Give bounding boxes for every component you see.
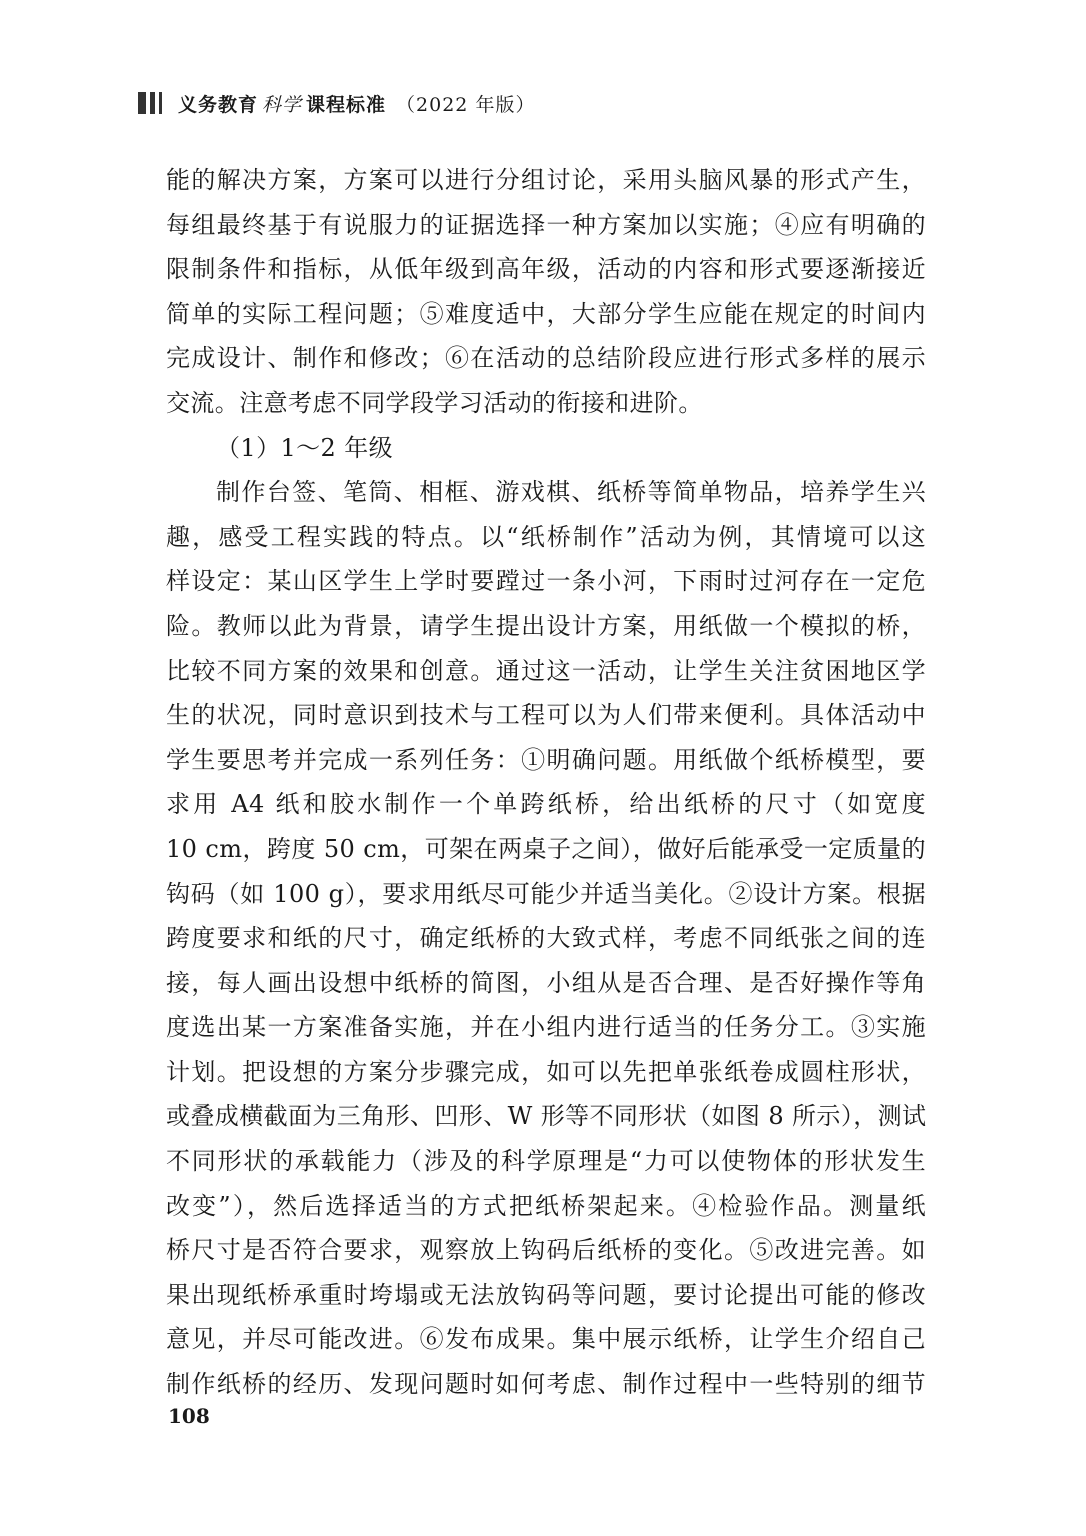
header-bar-icon bbox=[138, 92, 166, 114]
text-line: 度选出某一方案准备实施，并在小组内进行适当的任务分工。③实施 bbox=[166, 1013, 926, 1042]
header-title-italic: 科学 bbox=[262, 93, 303, 116]
text-line: 跨度要求和纸的尺寸，确定纸桥的大致式样，考虑不同纸张之间的连 bbox=[166, 924, 926, 953]
text-line: 险。教师以此为背景，请学生提出设计方案，用纸做一个模拟的桥， bbox=[166, 611, 926, 640]
text-line: 限制条件和指标，从低年级到高年级，活动的内容和形式要逐渐接近 bbox=[166, 255, 926, 284]
text-line: 果出现纸桥承重时垮塌或无法放钩码等问题，要讨论提出可能的修改 bbox=[166, 1280, 926, 1309]
text-line: 制作台签、笔筒、相框、游戏棋、纸桥等简单物品，培养学生兴 bbox=[216, 478, 926, 507]
text-line: 简单的实际工程问题；⑤难度适中，大部分学生应能在规定的时间内 bbox=[166, 299, 926, 328]
text-line: 计划。把设想的方案分步骤完成，如可以先把单张纸卷成圆柱形状， bbox=[166, 1057, 926, 1086]
text-line: 不同形状的承载能力（涉及的科学原理是“力可以使物体的形状发生 bbox=[166, 1147, 926, 1176]
section-heading: （1）1～2 年级 bbox=[216, 433, 394, 462]
header-edition: （2022 年版） bbox=[396, 93, 536, 116]
text-line: 或叠成横截面为三角形、凹形、W 形等不同形状（如图 8 所示），测试 bbox=[166, 1102, 926, 1131]
header-title-part2: 课程标准 bbox=[306, 93, 387, 116]
text-line: 学生要思考并完成一系列任务：①明确问题。用纸做个纸桥模型，要 bbox=[166, 745, 926, 774]
text-line: 改变”），然后选择适当的方式把纸桥架起来。④检验作品。测量纸 bbox=[166, 1191, 926, 1220]
text-line: 10 cm，跨度 50 cm，可架在两桌子之间），做好后能承受一定质量的 bbox=[166, 834, 926, 863]
text-line: 样设定：某山区学生上学时要蹚过一条小河，下雨时过河存在一定危 bbox=[166, 567, 926, 596]
text-line: 桥尺寸是否符合要求，观察放上钩码后纸桥的变化。⑤改进完善。如 bbox=[166, 1236, 926, 1265]
text-line: 每组最终基于有说服力的证据选择一种方案加以实施；④应有明确的 bbox=[166, 210, 926, 239]
text-line: 求用 A4 纸和胶水制作一个单跨纸桥，给出纸桥的尺寸（如宽度 bbox=[166, 790, 926, 819]
text-line: 生的状况，同时意识到技术与工程可以为人们带来便利。具体活动中 bbox=[166, 701, 926, 730]
text-line: 意见，并尽可能改进。⑥发布成果。集中展示纸桥，让学生介绍自己 bbox=[166, 1325, 926, 1354]
page-number: 108 bbox=[168, 1404, 210, 1428]
text-line: 接，每人画出设想中纸桥的简图，小组从是否合理、是否好操作等角 bbox=[166, 968, 926, 997]
body-text bbox=[166, 158, 926, 1407]
text-line: 交流。注意考虑不同学段学习活动的衔接和进阶。 bbox=[166, 388, 703, 417]
text-line: 制作纸桥的经历、发现问题时如何考虑、制作过程中一些特别的细节 bbox=[166, 1370, 926, 1399]
running-header bbox=[138, 88, 535, 118]
text-line: 比较不同方案的效果和创意。通过这一活动，让学生关注贫困地区学 bbox=[166, 656, 926, 685]
text-line: 钩码（如 100 g），要求用纸尽可能少并适当美化。②设计方案。根据 bbox=[166, 879, 926, 908]
text-line: 完成设计、制作和修改；⑥在活动的总结阶段应进行形式多样的展示 bbox=[166, 344, 926, 373]
text-line: 趣，感受工程实践的特点。以“纸桥制作”活动为例，其情境可以这 bbox=[166, 522, 926, 551]
header-title-part1: 义务教育 bbox=[178, 93, 259, 116]
text-line: 能的解决方案，方案可以进行分组讨论，采用头脑风暴的形式产生， bbox=[166, 166, 926, 194]
header-title bbox=[178, 90, 535, 117]
